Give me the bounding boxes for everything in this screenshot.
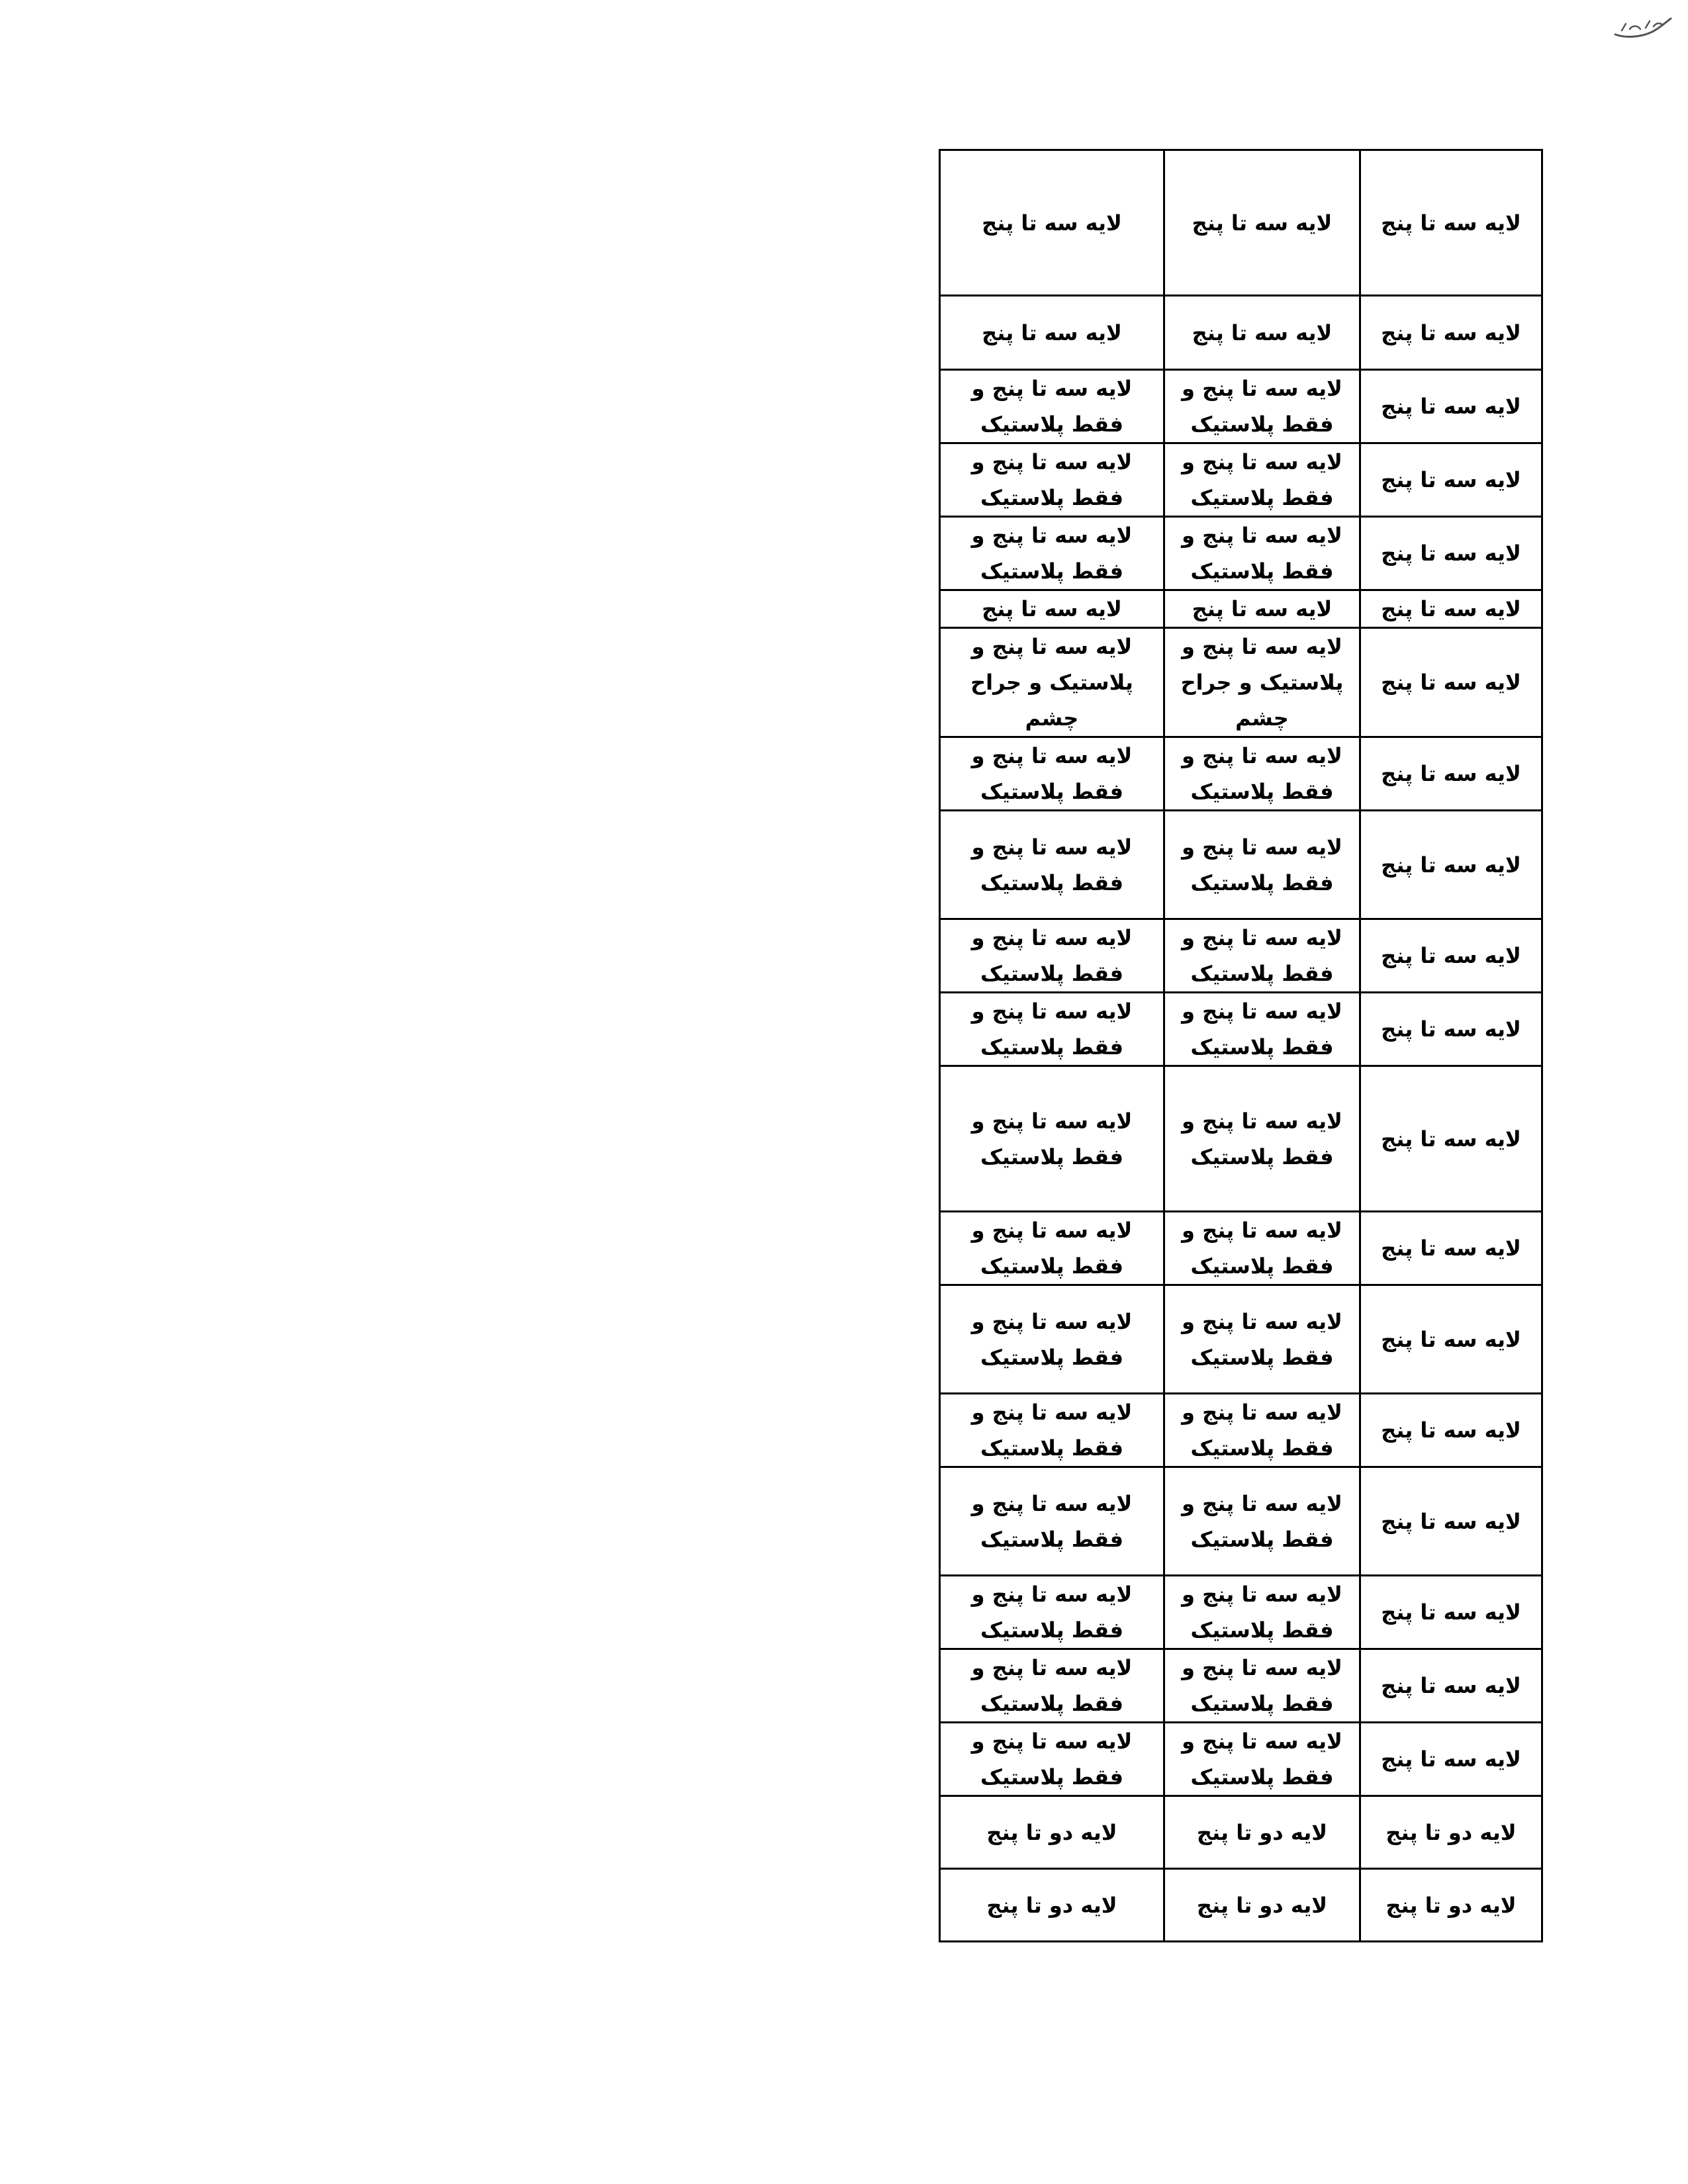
table-cell: لایه دو تا پنج [1360,1869,1542,1942]
table-cell: لایه دو تا پنج [1360,1796,1542,1869]
table-row [940,1869,1542,1942]
table-cell: لایه سه تا پنج و فقط پلاستیک [940,919,1164,993]
table-cell: لایه سه تا پنج و فقط پلاستیک [1164,370,1360,443]
table-cell: لایه سه تا پنج و فقط پلاستیک [1164,1212,1360,1285]
publisher-logo [1613,15,1673,41]
table-row [940,296,1542,370]
table-row [940,517,1542,590]
table-cell: لایه سه تا پنج و فقط پلاستیک [1164,1285,1360,1394]
table-row [940,1066,1542,1212]
table-cell: لایه سه تا پنج [940,296,1164,370]
table-cell: لایه دو تا پنج [1164,1796,1360,1869]
table-cell: لایه سه تا پنج و فقط پلاستیک [940,1394,1164,1467]
table-cell: لایه سه تا پنج و فقط پلاستیک [940,370,1164,443]
table-cell: لایه سه تا پنج و پلاستیک و جراح چشم [1164,628,1360,737]
table-row [940,737,1542,811]
table-cell: لایه سه تا پنج و فقط پلاستیک [1164,1467,1360,1576]
table-cell: لایه سه تا پنج و فقط پلاستیک [1164,1066,1360,1212]
table-cell: لایه سه تا پنج و فقط پلاستیک [1164,443,1360,517]
table-cell: لایه سه تا پنج [940,150,1164,296]
table-cell: لایه سه تا پنج و فقط پلاستیک [1164,1723,1360,1796]
table-row [940,1285,1542,1394]
table-row [940,919,1542,993]
table-cell: لایه سه تا پنج [940,590,1164,628]
table-cell: لایه سه تا پنج [1360,993,1542,1066]
table-cell: لایه سه تا پنج [1360,590,1542,628]
table-cell: لایه سه تا پنج و فقط پلاستیک [1164,1576,1360,1649]
table-cell: لایه دو تا پنج [940,1869,1164,1942]
table-cell: لایه سه تا پنج [1360,1285,1542,1394]
table-cell: لایه سه تا پنج [1360,370,1542,443]
table-row [940,590,1542,628]
table-row [940,1649,1542,1723]
table-cell: لایه سه تا پنج [1360,1649,1542,1723]
table-row [940,1796,1542,1869]
table-cell: لایه سه تا پنج [1360,1467,1542,1576]
table-cell: لایه سه تا پنج [1164,296,1360,370]
table-cell: لایه سه تا پنج [1164,590,1360,628]
table-row [940,1576,1542,1649]
table-row [940,1467,1542,1576]
table-cell: لایه سه تا پنج و فقط پلاستیک [940,993,1164,1066]
table-row [940,443,1542,517]
table-row [940,1723,1542,1796]
table-cell: لایه سه تا پنج [1360,811,1542,919]
table-cell: لایه سه تا پنج و فقط پلاستیک [1164,811,1360,919]
table-cell: لایه سه تا پنج [1360,737,1542,811]
table-cell: لایه سه تا پنج [1360,1576,1542,1649]
table-cell: لایه سه تا پنج [1360,1212,1542,1285]
table-cell: لایه سه تا پنج و فقط پلاستیک [1164,517,1360,590]
table-cell: لایه دو تا پنج [940,1796,1164,1869]
table-cell: لایه سه تا پنج و پلاستیک و جراح چشم [940,628,1164,737]
table-row [940,370,1542,443]
table-cell: لایه سه تا پنج [1360,517,1542,590]
table-cell: لایه سه تا پنج [1360,1066,1542,1212]
table-cell: لایه سه تا پنج و فقط پلاستیک [940,1285,1164,1394]
table-body [940,150,1542,1942]
table-cell: لایه سه تا پنج [1360,628,1542,737]
table-cell: لایه سه تا پنج و فقط پلاستیک [940,1212,1164,1285]
table-cell: لایه سه تا پنج و فقط پلاستیک [1164,993,1360,1066]
specialty-table [939,149,1543,1942]
table-cell: لایه سه تا پنج و فقط پلاستیک [940,811,1164,919]
table-cell: لایه سه تا پنج و فقط پلاستیک [940,1649,1164,1723]
table-cell: لایه سه تا پنج [1360,150,1542,296]
table-cell: لایه سه تا پنج [1360,919,1542,993]
table-cell: لایه سه تا پنج و فقط پلاستیک [940,1723,1164,1796]
table-cell: لایه سه تا پنج [1360,443,1542,517]
table-cell: لایه سه تا پنج و فقط پلاستیک [940,443,1164,517]
table-cell: لایه سه تا پنج و فقط پلاستیک [940,1576,1164,1649]
table-cell: لایه سه تا پنج و فقط پلاستیک [1164,919,1360,993]
table-cell: لایه سه تا پنج [1360,296,1542,370]
table-row [940,811,1542,919]
table-row [940,628,1542,737]
table-cell: لایه سه تا پنج و فقط پلاستیک [1164,1649,1360,1723]
table-row [940,993,1542,1066]
table-cell: لایه سه تا پنج [1360,1723,1542,1796]
table-row [940,1212,1542,1285]
table-cell: لایه سه تا پنج [1360,1394,1542,1467]
table-cell: لایه سه تا پنج و فقط پلاستیک [940,737,1164,811]
table-cell: لایه سه تا پنج [1164,150,1360,296]
table-cell: لایه سه تا پنج و فقط پلاستیک [940,517,1164,590]
table-row [940,150,1542,296]
table-cell: لایه سه تا پنج و فقط پلاستیک [1164,737,1360,811]
table-cell: لایه سه تا پنج و فقط پلاستیک [940,1467,1164,1576]
table-cell: لایه سه تا پنج و فقط پلاستیک [940,1066,1164,1212]
table-cell: لایه سه تا پنج و فقط پلاستیک [1164,1394,1360,1467]
table-cell: لایه دو تا پنج [1164,1869,1360,1942]
table-row [940,1394,1542,1467]
